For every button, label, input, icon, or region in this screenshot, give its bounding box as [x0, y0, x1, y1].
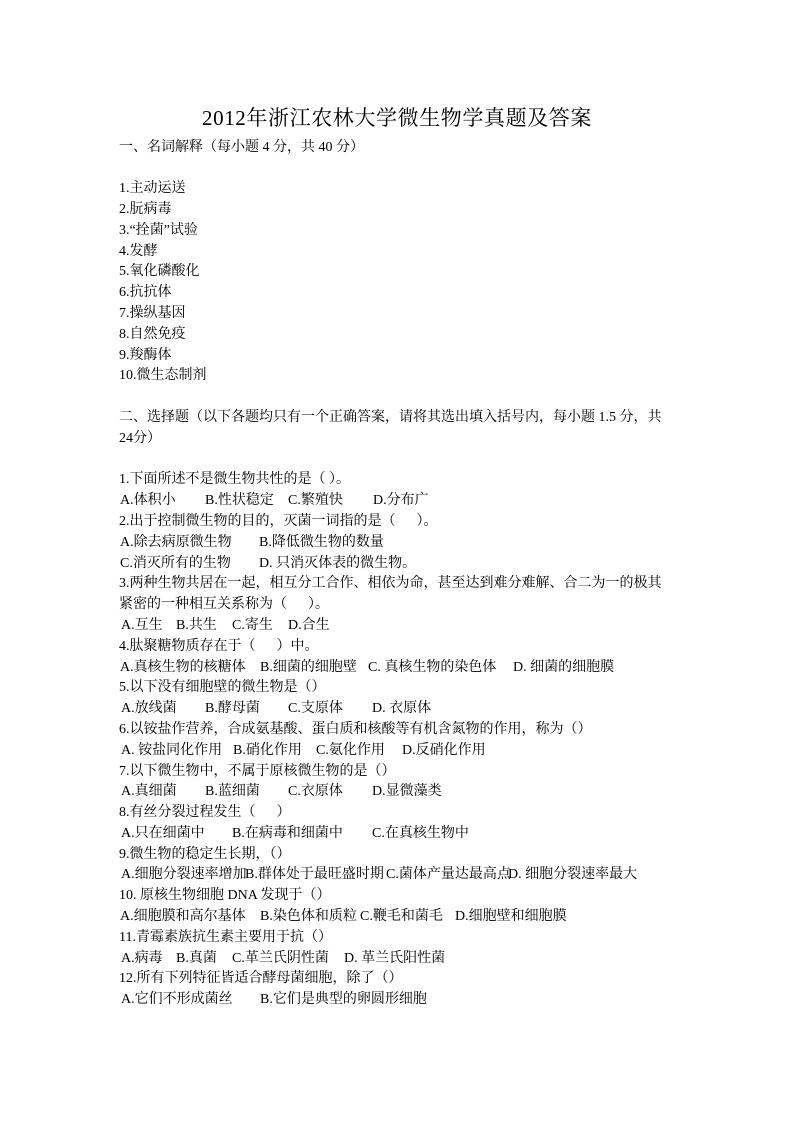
term-text: 8.自然免疫: [119, 326, 186, 342]
option-d: D.分布广: [373, 493, 429, 509]
question-stem-text: 3.两种生物共居在一起，相互分工合作、相依为命，甚至达到难分难解、合二为一的极其: [119, 576, 662, 592]
option-a: A.只在细菌中: [121, 825, 205, 841]
option-a: A.除去病原微生物: [120, 534, 232, 550]
question-options: [0, 554, 794, 575]
option-c: C.支原体: [288, 701, 343, 717]
question-options: [0, 907, 794, 928]
blank-line: [0, 158, 794, 179]
question-options: [0, 990, 794, 1011]
option-b: B.降低微生物的数量: [259, 534, 384, 550]
option-c: C.衣原体: [288, 784, 343, 800]
option-a: A.细胞膜和高尔基体: [120, 909, 246, 925]
term-item: [0, 283, 794, 304]
option-d: D.反硝化作用: [402, 742, 486, 758]
question-options: [0, 865, 794, 886]
question-stem: [0, 928, 794, 949]
option-d: D. 只消灭体表的微生物。: [259, 555, 417, 571]
question-options: [0, 533, 794, 554]
question-options: [0, 491, 794, 512]
section-heading: [0, 408, 794, 429]
question-options: [0, 699, 794, 720]
option-b: B.它们是典型的卵圆形细胞: [260, 992, 427, 1008]
option-a: A. 铵盐同化作用: [121, 742, 223, 758]
question-stem-text: 7.以下微生物中，不属于原核微生物的是（）: [119, 763, 396, 779]
question-stem: [0, 574, 794, 595]
term-text: 5.氧化磷酸化: [119, 264, 200, 280]
section-heading-continued: [0, 429, 794, 450]
option-b: B.酵母菌: [205, 701, 260, 717]
option-a: A.体积小: [120, 493, 176, 509]
question-stem: [0, 470, 794, 491]
option-a: A.细胞分裂速率增加: [121, 867, 247, 883]
question-stem: [0, 886, 794, 907]
term-text: 9.羧酶体: [119, 347, 172, 363]
term-item: [0, 221, 794, 242]
term-text: 7.操纵基因: [119, 305, 186, 321]
document-title: 2012年浙江农林大学微生物学真题及答案: [202, 106, 592, 130]
term-item: [0, 346, 794, 367]
option-b: B.共生: [176, 617, 217, 633]
option-b: B.群体处于最旺盛时期: [245, 867, 384, 883]
term-item: [0, 366, 794, 387]
question-stem-text: 9.微生物的稳定生长期，（）: [119, 846, 291, 862]
option-b: B.硝化作用: [233, 742, 302, 758]
term-text: 3.“拴菌”试验: [119, 222, 198, 238]
option-c: C.繁殖快: [288, 493, 343, 509]
question-stem-text: 10. 原核生物细胞 DNA 发现于（）: [119, 888, 331, 904]
question-stem-continued: [0, 595, 794, 616]
option-d: D. 衣原体: [372, 701, 432, 717]
blank-line: [0, 387, 794, 408]
option-c: C.菌体产量达最高点: [386, 867, 511, 883]
option-a: A.放线菌: [121, 701, 177, 717]
option-d: D. 革兰氏阳性菌: [344, 950, 446, 966]
question-stem-text: 2.出于控制微生物的目的，灭菌一词指的是（ ）。: [119, 513, 438, 529]
option-a: A.互生: [121, 617, 163, 633]
term-item: [0, 242, 794, 263]
option-c: C.寄生: [232, 617, 273, 633]
section-heading-text: 24分）: [119, 430, 161, 446]
option-a: A.真细菌: [121, 784, 177, 800]
question-options: [0, 616, 794, 637]
option-b: B.在病毒和细菌中: [232, 825, 343, 841]
option-d: D. 细菌的细胞膜: [513, 659, 615, 675]
option-b: B.真菌: [176, 950, 217, 966]
section-heading: [0, 138, 794, 159]
term-item: [0, 304, 794, 325]
term-item: [0, 325, 794, 346]
option-c: C.鞭毛和菌毛: [360, 909, 443, 925]
term-text: 1.主动运送: [119, 181, 186, 197]
option-b: B.性状稳定: [205, 493, 274, 509]
term-item: [0, 262, 794, 283]
question-stem: [0, 762, 794, 783]
section-heading-text: 一、名词解释（每小题 4 分，共 40 分）: [119, 139, 364, 155]
question-stem-text: 6.以铵盐作营养，合成氨基酸、蛋白质和核酸等有机含氮物的作用，称为（）: [119, 721, 592, 737]
blank-line: [0, 450, 794, 471]
option-b: B.染色体和质粒: [260, 909, 357, 925]
option-c: C.在真核生物中: [372, 825, 469, 841]
question-stem-text: 11.青霉素族抗生素主要用于抗（）: [119, 929, 332, 945]
term-item: [0, 179, 794, 200]
section-heading-text: 二、选择题（以下各题均只有一个正确答案，请将其选出填入括号内，每小题 1.5 分，共: [119, 409, 662, 425]
option-d: D.合生: [288, 617, 330, 633]
option-a: A.它们不形成菌丝: [121, 992, 233, 1008]
option-d: D.细胞壁和细胞膜: [455, 909, 567, 925]
option-b: B.细菌的细胞壁: [260, 659, 357, 675]
question-options: [0, 782, 794, 803]
question-stem: [0, 803, 794, 824]
option-d: D.显微藻类: [372, 784, 442, 800]
option-a: A.病毒: [121, 950, 163, 966]
question-stem-text: 12.所有下列特征皆适合酵母菌细胞，除了（）: [119, 971, 403, 987]
question-options: [0, 658, 794, 679]
option-d: D. 细胞分裂速率最大: [508, 867, 638, 883]
option-c: C. 真核生物的染色体: [368, 659, 497, 675]
question-stem-text: 4.肽聚糖物质存在于（ ）中。: [119, 638, 319, 654]
question-stem-text: 1.下面所述不是微生物共性的是（ ）。: [119, 472, 350, 488]
question-stem: [0, 637, 794, 658]
question-options: [0, 741, 794, 762]
term-text: 6.抗抗体: [119, 285, 172, 301]
option-c: C.革兰氏阴性菌: [232, 950, 329, 966]
question-stem: [0, 720, 794, 741]
question-stem-text: 5.以下没有细胞壁的微生物是（）: [119, 680, 326, 696]
term-text: 4.发酵: [119, 243, 158, 259]
option-a: A.真核生物的核糖体: [120, 659, 246, 675]
option-c: C.氨化作用: [316, 742, 385, 758]
question-stem: [0, 845, 794, 866]
option-b: B.蓝细菌: [205, 784, 260, 800]
question-stem: [0, 512, 794, 533]
question-stem-text: 8.有丝分裂过程发生（ ）: [119, 805, 291, 821]
question-options: [0, 949, 794, 970]
document-body: [0, 138, 794, 1011]
question-stem: [0, 678, 794, 699]
option-c: C.消灭所有的生物: [120, 555, 231, 571]
term-text: 10.微生态制剂: [119, 368, 207, 384]
question-stem-text: 紧密的一种相互关系称为（ ）。: [119, 597, 329, 613]
term-text: 2.朊病毒: [119, 201, 172, 217]
question-options: [0, 824, 794, 845]
question-stem: [0, 969, 794, 990]
term-item: [0, 200, 794, 221]
